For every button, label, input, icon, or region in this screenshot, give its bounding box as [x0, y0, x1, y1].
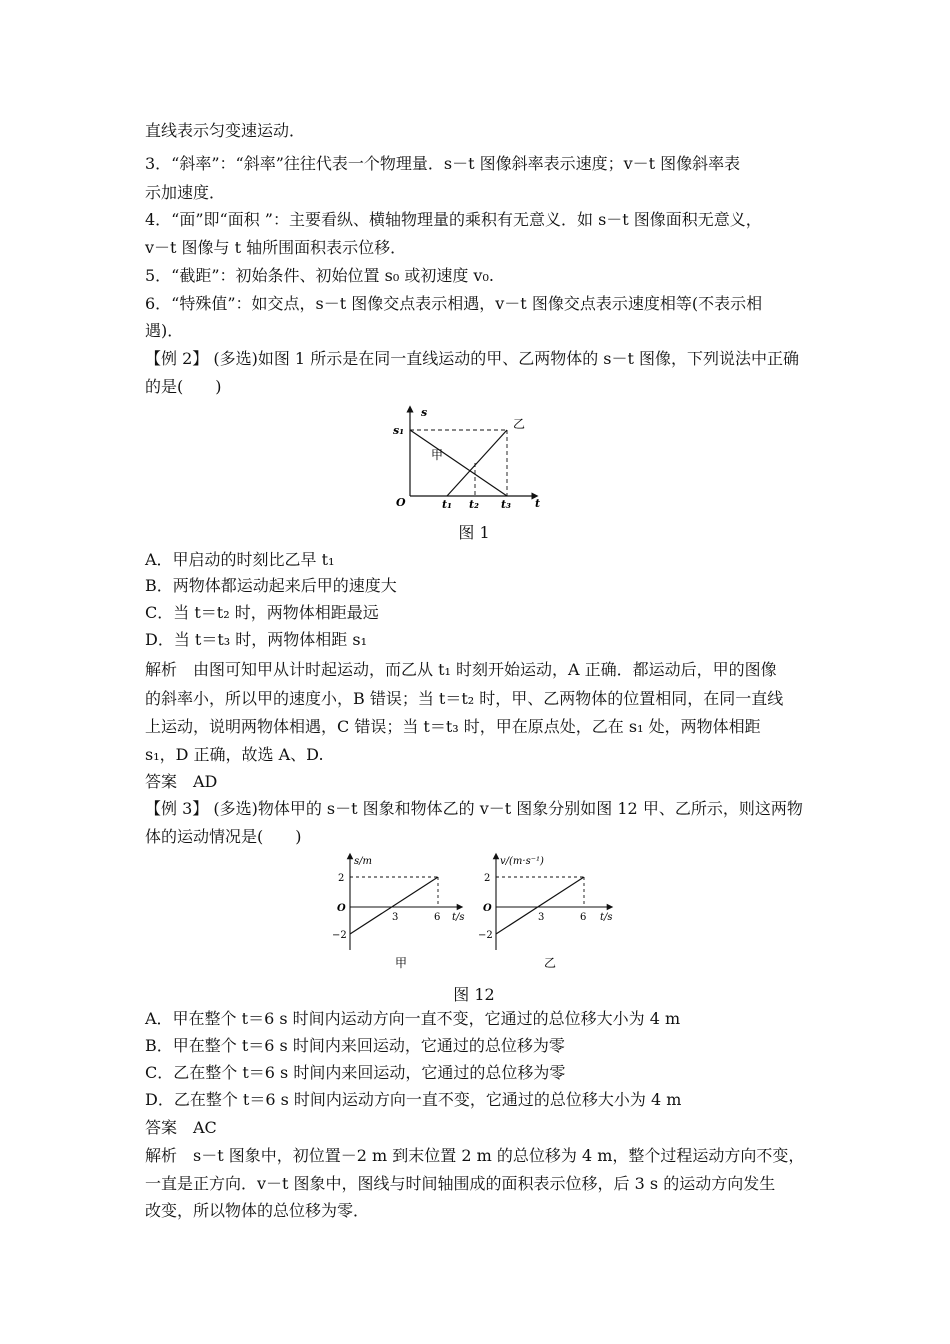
text-line: 遇)．: [145, 321, 184, 340]
example-3-stem: 【例 3】 (多选)物体甲的 s－t 图象和物体乙的 v－t 图象分别如图 12 甲、乙所示，则这两物: [145, 799, 803, 818]
figure-12-caption: 图 12: [453, 985, 495, 1004]
figure-1-caption: 图 1: [458, 523, 490, 542]
analysis-line: 一直是正方向．v－t 图象中，图线与时间轴围成的面积表示位移，后 3 s 的运动方向发生: [145, 1174, 776, 1193]
text-line: 4．“面”即“面积 ”：主要看纵、横轴物理量的乘积有无意义．如 s－t 图像面积无意义，: [145, 210, 762, 229]
origin: O: [337, 903, 346, 914]
analysis-line: 改变，所以物体的总位移为零．: [145, 1201, 370, 1220]
figure-1-graph: [365, 403, 565, 513]
tick-neg2: −2: [332, 930, 347, 941]
analysis-line: 解析 s－t 图象中，初位置－2 m 到末位置 2 m 的总位移为 4 m，整个过程运动方向不变，: [145, 1146, 805, 1165]
text-line: 6．“特殊值”：如交点，s－t 图像交点表示相遇，v－t 图像交点表示速度相等(不表示相: [145, 294, 763, 313]
analysis-line: 解析 由图可知甲从计时起运动，而乙从 t₁ 时刻开始运动，A 正确．都运动后，甲的图像: [145, 660, 777, 679]
t1-label: t₁: [442, 498, 452, 511]
tick-3: 3: [538, 912, 545, 923]
analysis-line: 上运动，说明两物体相遇，C 错误；当 t＝t₃ 时，甲在原点处，乙在 s₁ 处，两物体相距: [145, 717, 761, 736]
label-jia: 甲: [431, 448, 444, 462]
analysis-line: s₁，D 正确，故选 A、D.: [145, 745, 324, 764]
t2-label: t₂: [469, 498, 479, 511]
option-d: D．当 t＝t₃ 时，两物体相距 s₁: [145, 630, 367, 649]
option-a: A．甲启动的时刻比乙早 t₁: [145, 550, 335, 569]
text-line: v－t 图像与 t 轴所围面积表示位移．: [145, 238, 407, 257]
text-line: 3．“斜率”：“斜率”往往代表一个物理量．s－t 图像斜率表示速度；v－t 图像斜率表: [145, 154, 741, 173]
graph-jia: [332, 856, 465, 970]
line-jia: [410, 430, 507, 496]
option-b: B．甲在整个 t＝6 s 时间内来回运动，它通过的总位移为零: [145, 1036, 565, 1055]
tick-6: 6: [580, 912, 587, 923]
example-2-stem: 【例 2】 (多选)如图 1 所示是在同一直线运动的甲、乙两物体的 s－t 图像，下列说法中正确: [145, 349, 800, 368]
option-a: A．甲在整个 t＝6 s 时间内运动方向一直不变，它通过的总位移大小为 4 m: [145, 1009, 681, 1028]
option-d: D．乙在整个 t＝6 s 时间内运动方向一直不变，它通过的总位移大小为 4 m: [145, 1090, 682, 1109]
analysis-line: 的斜率小，所以甲的速度小，B 错误；当 t＝t₂ 时，甲、乙两物体的位置相同，在同一直线: [145, 689, 784, 708]
option-c: C．当 t＝t₂ 时，两物体相距最远: [145, 603, 379, 622]
tick-2: 2: [338, 873, 345, 884]
figure-12-graphs: [320, 850, 630, 975]
s1-label: s₁: [393, 424, 405, 437]
y-axis-label: s: [421, 406, 428, 419]
graph-name: 乙: [544, 956, 557, 970]
graph-name: 甲: [395, 956, 408, 970]
graph-yi: [478, 856, 613, 970]
label-yi: 乙: [513, 417, 526, 431]
text-line: 直线表示匀变速运动．: [145, 121, 306, 140]
tick-neg2: −2: [478, 930, 493, 941]
origin-label: O: [396, 496, 406, 509]
x-axis-label: t: [535, 497, 541, 510]
origin: O: [483, 903, 492, 914]
line-yi: [447, 430, 507, 496]
t3-label: t₃: [501, 498, 511, 511]
text-line: 5．“截距”：初始条件、初始位置 s₀ 或初速度 v₀.: [145, 266, 494, 285]
tick-2: 2: [484, 873, 491, 884]
tick-3: 3: [392, 912, 399, 923]
y-label: v/(m·s⁻¹): [500, 856, 544, 867]
tick-6: 6: [434, 912, 441, 923]
example-2-stem: 的是( ): [145, 377, 222, 396]
x-label: t/s: [452, 912, 465, 923]
text-line: 示加速度．: [145, 183, 226, 202]
data-line: [496, 877, 587, 934]
data-line: [350, 877, 441, 934]
answer-line: 答案 AD: [145, 772, 218, 791]
y-label: s/m: [354, 856, 372, 867]
x-label: t/s: [600, 912, 613, 923]
answer-line: 答案 AC: [145, 1118, 217, 1137]
example-3-stem: 体的运动情况是( ): [145, 827, 302, 846]
option-c: C．乙在整个 t＝6 s 时间内来回运动，它通过的总位移为零: [145, 1063, 566, 1082]
option-b: B．两物体都运动起来后甲的速度大: [145, 576, 397, 595]
